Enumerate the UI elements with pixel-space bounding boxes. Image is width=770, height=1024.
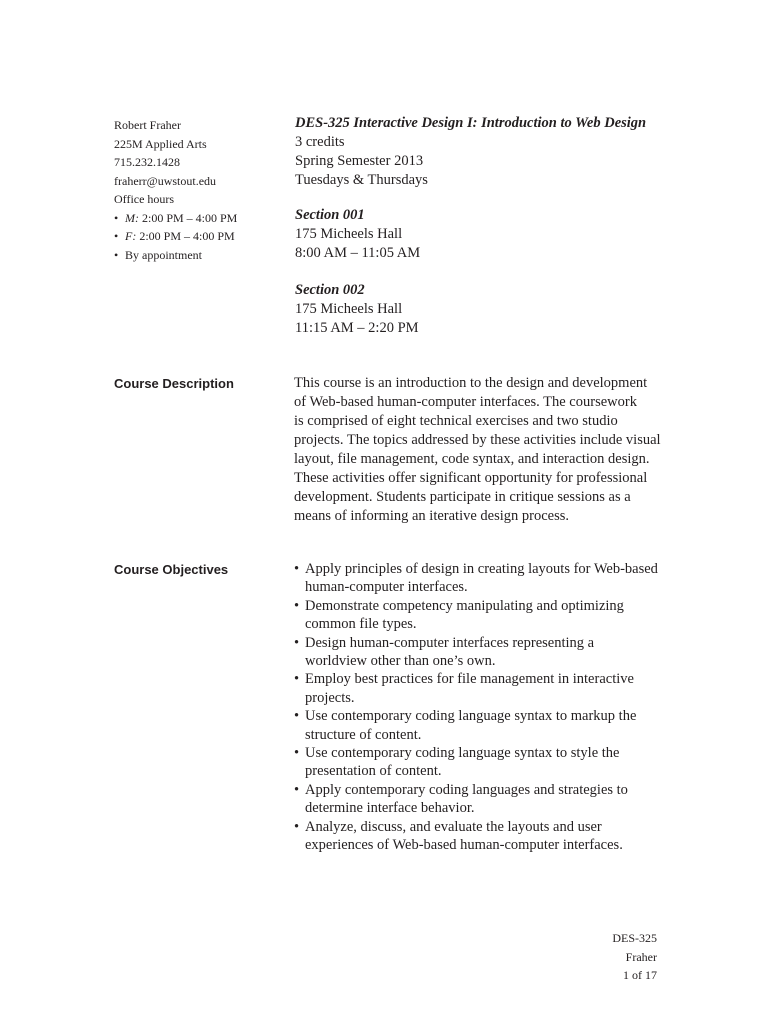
office-hours-label: Office hours — [114, 192, 175, 206]
bullet-icon: • — [114, 247, 119, 262]
course-semester: Spring Semester 2013 — [295, 153, 424, 169]
course-days: Tuesdays & Thursdays — [295, 172, 428, 188]
objective-line: Use contemporary coding language syntax to markup the — [305, 708, 637, 725]
course-description-heading: Course Description — [114, 376, 234, 391]
course-title: DES-325 Interactive Design I: Introduction to Web Design — [295, 115, 647, 131]
bullet-icon: • — [294, 781, 300, 798]
objective-line: worldview other than one’s own. — [305, 653, 496, 670]
objective-item — [294, 781, 674, 818]
section-title: Section 002 — [295, 282, 365, 298]
objective-line: determine interface behavior. — [305, 800, 475, 817]
description-line: projects. The topics addressed by these activities include visual — [294, 432, 661, 448]
objective-line: Apply principles of design in creating layouts for Web-based — [305, 561, 658, 577]
description-line: These activities offer significant opportunity for professional — [294, 470, 648, 486]
bullet-icon: • — [294, 561, 300, 577]
office-hours-item — [114, 209, 284, 228]
objective-line: human-computer interfaces. — [305, 579, 468, 596]
page-number: 1 of 17 — [623, 968, 657, 982]
instructor-name: Robert Fraher — [114, 118, 181, 132]
instructor-phone: 715.232.1428 — [114, 155, 180, 169]
section-location: 175 Micheels Hall — [295, 301, 403, 317]
objective-item — [294, 818, 674, 855]
objective-item — [294, 744, 674, 781]
objective-item — [294, 560, 674, 597]
office-hours-time: 2:00 PM – 4:00 PM — [142, 210, 238, 225]
section-time: 8:00 AM – 11:05 AM — [295, 245, 421, 261]
bullet-icon: • — [294, 745, 300, 762]
course-description — [294, 374, 666, 526]
description-line: development. Students participate in critique sessions as a — [294, 489, 631, 505]
objective-line: common file types. — [305, 616, 417, 633]
bullet-icon: • — [294, 671, 300, 688]
description-line: of Web-based human-computer interfaces. The coursework — [294, 394, 637, 410]
section-block — [295, 206, 675, 263]
course-objectives-heading: Course Objectives — [114, 562, 229, 577]
instructor-email: fraherr@uwstout.edu — [114, 173, 217, 188]
objective-line: Employ best practices for file management in interactive — [305, 671, 634, 688]
objective-line: Apply contemporary coding languages and strategies to — [305, 781, 628, 798]
office-hours-day: M: — [125, 210, 139, 225]
course-header — [295, 114, 675, 190]
office-hours-time: 2:00 PM – 4:00 PM — [139, 229, 235, 243]
objective-line: presentation of content. — [305, 763, 442, 780]
objective-line: Design human-computer interfaces representing a — [305, 634, 595, 651]
course-credits: 3 credits — [295, 134, 345, 150]
objective-line: structure of content. — [305, 726, 422, 743]
objective-line: Analyze, discuss, and evaluate the layouts and user — [305, 818, 602, 835]
objective-item — [294, 634, 674, 671]
bullet-icon: • — [114, 229, 119, 243]
objective-line: experiences of Web-based human-computer interfaces. — [305, 837, 623, 854]
bullet-icon: • — [294, 818, 300, 835]
bullet-icon: • — [114, 210, 119, 225]
description-line: means of informing an iterative design process. — [294, 508, 570, 524]
bullet-icon: • — [294, 597, 300, 614]
bullet-icon: • — [294, 708, 300, 725]
objective-item — [294, 670, 674, 707]
objective-item — [294, 597, 674, 634]
course-objectives-list — [294, 560, 674, 855]
section-title: Section 001 — [295, 207, 365, 223]
description-line: is comprised of eight technical exercises and two studio — [294, 413, 618, 429]
office-hours-list — [114, 209, 284, 265]
footer-author: Fraher — [625, 949, 657, 964]
description-line: This course is an introduction to the design and development — [294, 375, 648, 391]
description-line: layout, file management, code syntax, and interaction design. — [294, 451, 650, 467]
section-location: 175 Micheels Hall — [295, 226, 403, 242]
office-hours-item — [114, 227, 284, 246]
section-block — [295, 281, 675, 338]
office-hours-time: By appointment — [125, 247, 202, 262]
section-time: 11:15 AM – 2:20 PM — [295, 320, 419, 336]
office-hours-day: F: — [125, 229, 137, 243]
instructor-info — [114, 116, 284, 264]
objective-line: Demonstrate competency manipulating and optimizing — [305, 597, 624, 614]
bullet-icon: • — [294, 634, 300, 651]
objective-item — [294, 707, 674, 744]
footer-course-code: DES-325 — [612, 931, 657, 945]
objective-line: Use contemporary coding language syntax to style the — [305, 745, 620, 762]
instructor-office: 225M Applied Arts — [114, 136, 207, 151]
office-hours-item — [114, 246, 284, 265]
page-footer — [612, 929, 657, 985]
objective-line: projects. — [305, 689, 355, 706]
